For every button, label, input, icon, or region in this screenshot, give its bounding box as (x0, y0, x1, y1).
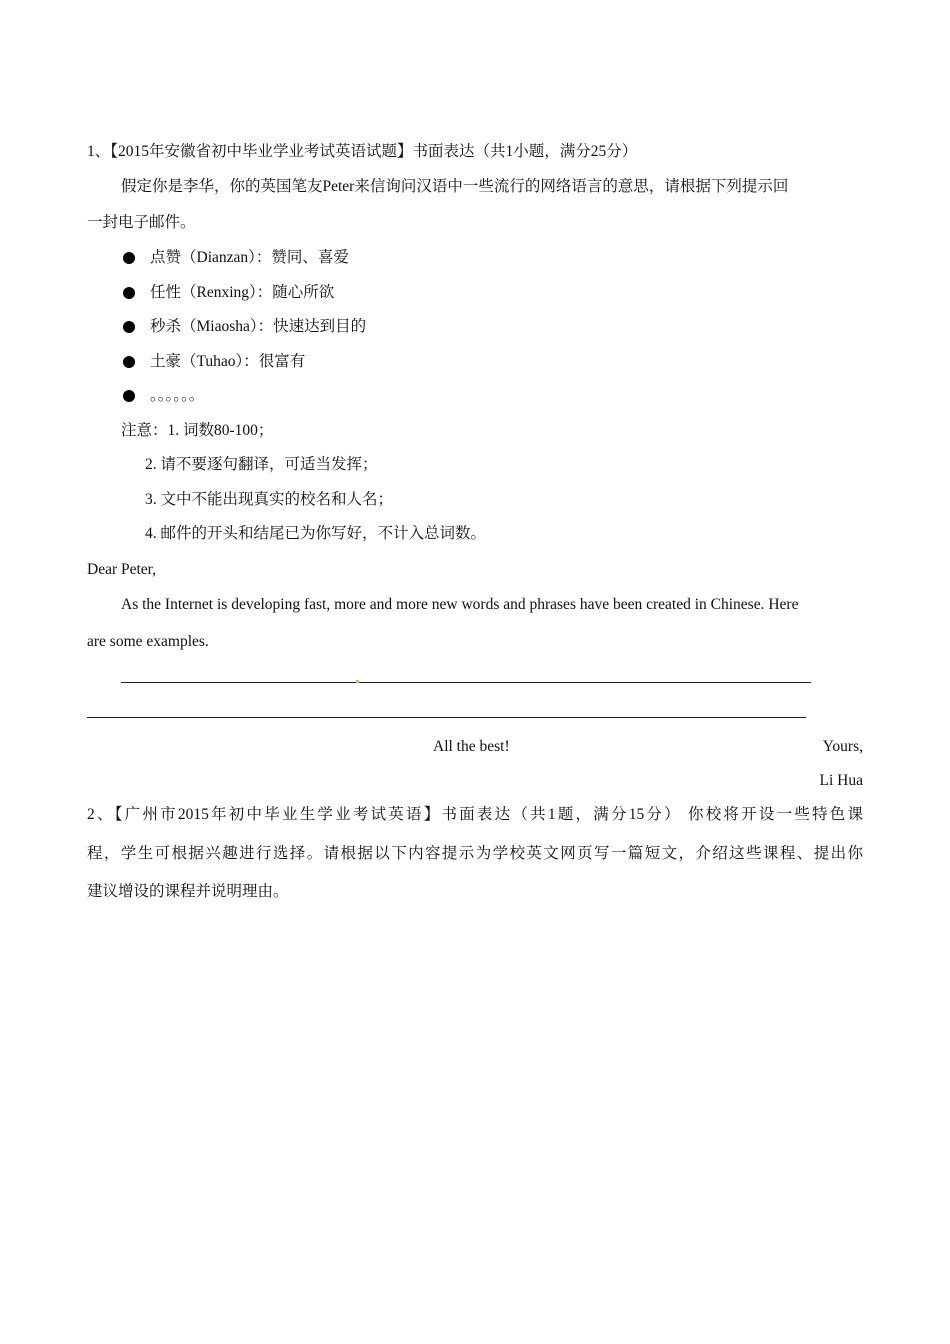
answer-blank-line (121, 682, 811, 683)
letter-signoff: Yours, (822, 738, 863, 755)
note-line: 3. 文中不能出现真实的校名和人名； (145, 491, 394, 508)
bullet-item: 点赞（Dianzan）：赞同、喜爱 (150, 249, 349, 266)
bullet-dot-icon (123, 356, 135, 368)
note-line: 注意：1. 词数80-100； (121, 422, 274, 439)
q2-line-2: 程，学生可根据兴趣进行选择。请根据以下内容提示为学校英文网页写一篇短文，介绍这些课程、提出你 (87, 845, 863, 862)
letter-body-line-2: are some examples. (87, 633, 209, 650)
bullet-item: 任性（Renxing）：随心所欲 (150, 284, 335, 301)
bullet-item: 。。。。。。 (150, 387, 205, 404)
q2-line-3: 建议增设的课程并说明理由。 (87, 883, 289, 900)
note-line: 4. 邮件的开头和结尾已为你写好，不计入总词数。 (145, 525, 487, 542)
q1-intro-line-1: 假定你是李华，你的英国笔友Peter来信询问汉语中一些流行的网络语言的意思，请根据下列提示回 (121, 178, 789, 195)
letter-signature: Li Hua (819, 772, 863, 789)
q1-intro-line-2: 一封电子邮件。 (87, 214, 196, 231)
letter-salutation: Dear Peter, (87, 561, 157, 578)
note-line: 2. 请不要逐句翻译，可适当发挥； (145, 456, 378, 473)
letter-closing: All the best! (433, 738, 510, 755)
q1-heading: 1、【2015年安徽省初中毕业学业考试英语试题】书面表达（共1小题，满分25分） (87, 143, 638, 160)
answer-blank-line (87, 717, 806, 718)
bullet-dot-icon (123, 252, 135, 264)
bullet-dot-icon (123, 287, 135, 299)
letter-body-line-1: As the Internet is developing fast, more and more new words and phrases have been created in Chinese. Here (121, 596, 799, 613)
bullet-item: 土豪（Tuhao）：很富有 (150, 353, 306, 370)
q2-line-1: 2、【广州市2015年初中毕业生学业考试英语】书面表达（共1题，满分15分） 你校将开设一些特色课 (87, 806, 863, 823)
bullet-dot-icon (123, 321, 135, 333)
marker-dot (356, 680, 359, 683)
bullet-dot-icon (123, 390, 135, 402)
bullet-item: 秒杀（Miaosha）：快速达到目的 (150, 318, 367, 335)
